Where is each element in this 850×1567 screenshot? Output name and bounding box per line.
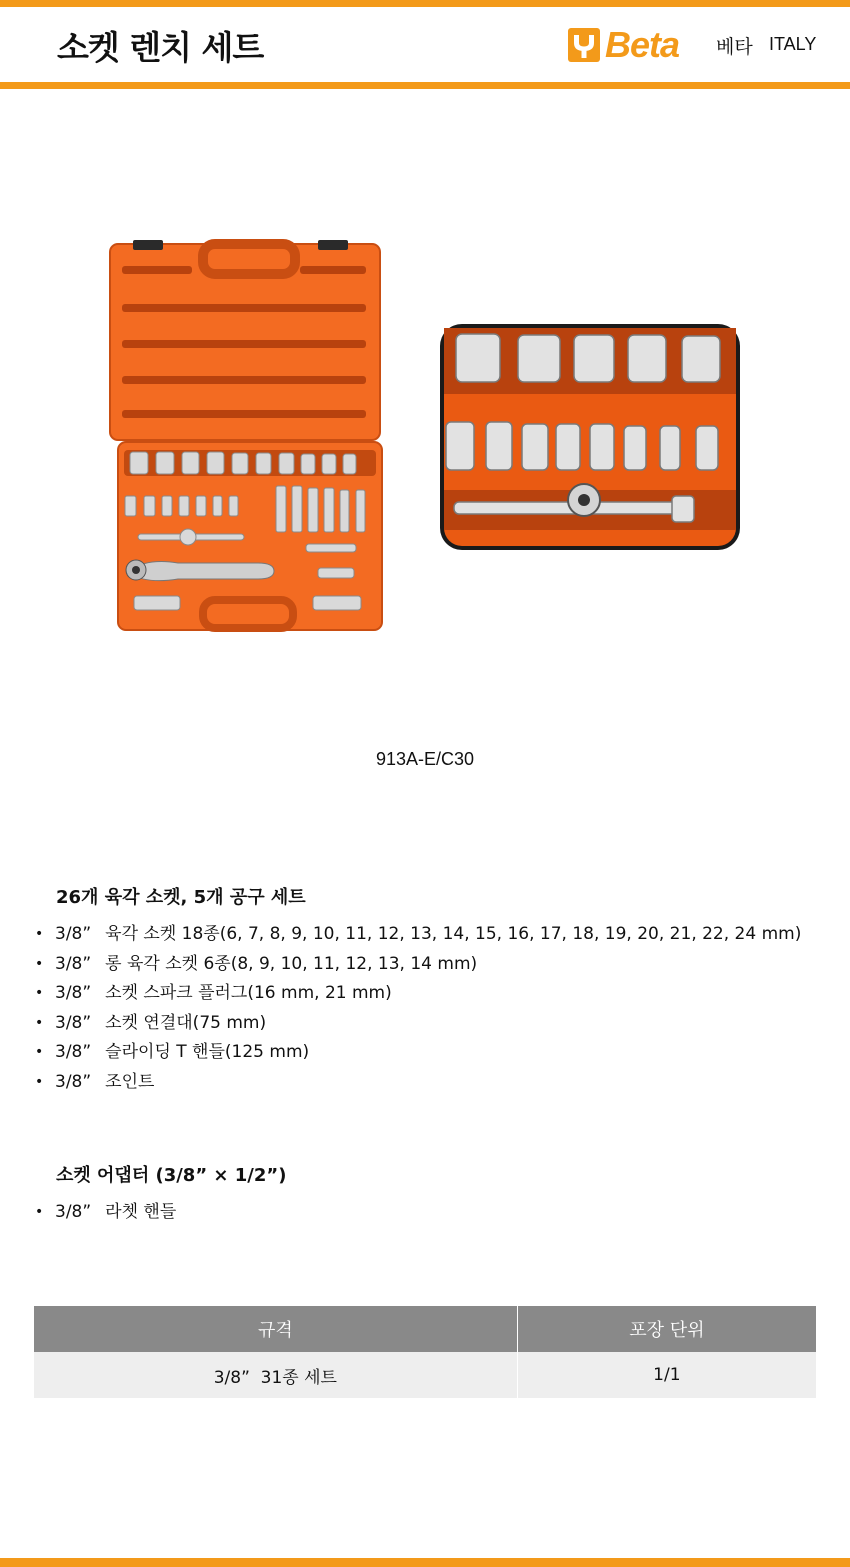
- header-underline-bar: [0, 82, 850, 89]
- product-model: 913A-E/C30: [375, 749, 475, 769]
- header-spec: 규격: [34, 1306, 517, 1352]
- list-item: [0, 920, 801, 950]
- item-text: 슬라이딩 T 핸들(125 mm): [105, 1042, 310, 1063]
- adapter-contents-list: [0, 1198, 176, 1228]
- beta-logo-icon: [567, 27, 601, 63]
- section-title-adapter: 소켓 어댑터 (3/8” × 1/2”): [56, 1165, 287, 1186]
- table-header-row: [34, 1306, 816, 1352]
- item-size: 3/8”: [55, 1042, 92, 1063]
- detail-photo: [438, 322, 742, 552]
- spec-table: [34, 1306, 816, 1398]
- cell-spec: 3/8” 31종 세트: [34, 1352, 517, 1398]
- list-item: [0, 1068, 801, 1098]
- list-item: [0, 950, 801, 980]
- set-contents-list: [0, 920, 801, 1098]
- page-title: 소켓 렌치 세트: [57, 28, 264, 67]
- list-item: [0, 1009, 801, 1039]
- bottom-accent-bar: [0, 1558, 850, 1567]
- header-package-unit: 포장 단위: [517, 1306, 816, 1352]
- table-row: [34, 1352, 816, 1398]
- brand-logo: [567, 25, 679, 65]
- item-size: 3/8”: [55, 983, 92, 1004]
- item-size: 3/8”: [55, 953, 92, 974]
- item-text: 롱 육각 소켓 6종(8, 9, 10, 11, 12, 13, 14 mm): [105, 953, 478, 974]
- item-text: 라쳇 핸들: [105, 1202, 177, 1222]
- item-size: 3/8”: [55, 924, 92, 944]
- list-item: [0, 979, 801, 1009]
- list-item: [0, 1198, 176, 1228]
- item-text: 소켓 연결대(75 mm): [105, 1012, 267, 1033]
- item-size: 3/8”: [55, 1202, 92, 1222]
- brand-country: ITALY: [769, 34, 817, 54]
- item-text: 소켓 스파크 플러그(16 mm, 21 mm): [105, 983, 392, 1004]
- section-title-set: 26개 육각 소켓, 5개 공구 세트: [56, 887, 306, 908]
- cell-package-unit: 1/1: [517, 1352, 816, 1398]
- top-accent-bar: [0, 0, 850, 7]
- case-photo: [108, 238, 384, 634]
- item-text: 조인트: [105, 1071, 155, 1092]
- item-size: 3/8”: [55, 1012, 92, 1033]
- item-size: 3/8”: [55, 1071, 92, 1092]
- brand-korean: 베타: [716, 36, 753, 58]
- item-text: 육각 소켓 18종(6, 7, 8, 9, 10, 11, 12, 13, 14, 15, 16, 17, 18, 19, 20, 21, 22, 24 mm): [105, 924, 802, 944]
- list-item: [0, 1038, 801, 1068]
- brand-name: Beta: [605, 24, 680, 65]
